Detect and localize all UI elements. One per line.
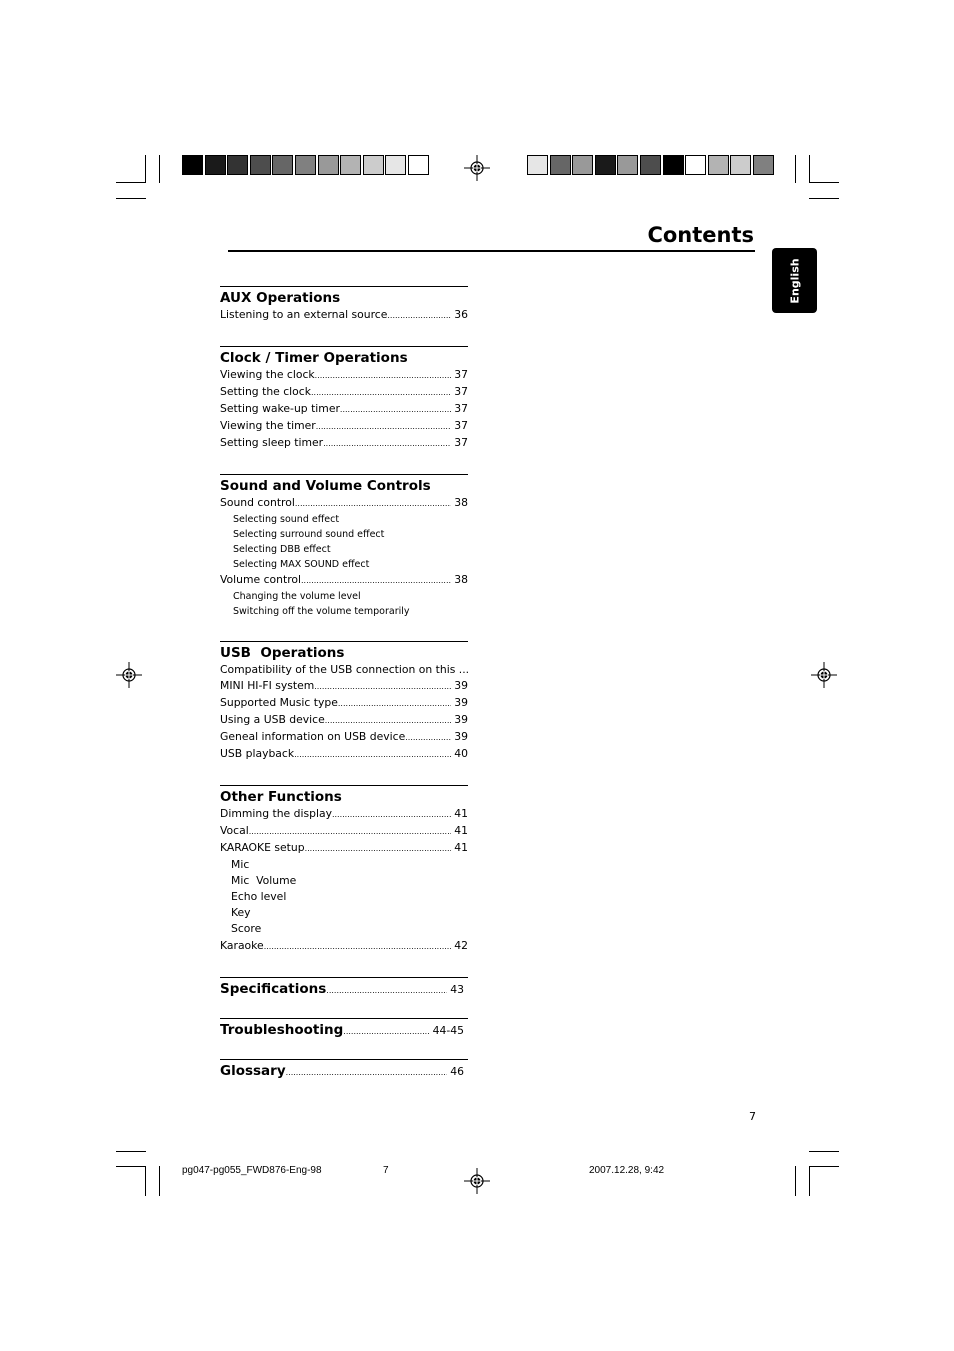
color-swatch	[385, 155, 406, 175]
crop-mark	[809, 155, 810, 183]
toc-entry: KARAOKE setup ..... 41	[220, 840, 468, 857]
toc-subentry: Changing the volume level	[233, 591, 361, 602]
toc-section-aux	[220, 286, 468, 324]
toc-entry: Sound control ..... 38	[220, 495, 468, 512]
toc-section-glossary	[220, 1059, 468, 1082]
registration-mark-icon	[464, 155, 490, 181]
toc-entry: Supported Music type ..... 39	[220, 695, 468, 712]
color-swatch	[205, 155, 226, 175]
toc-entry: Compatibility of the USB connection on this ...	[220, 663, 470, 676]
color-swatch	[295, 155, 316, 175]
toc-entry: Viewing the clock ..... 37	[220, 367, 468, 384]
crop-mark	[809, 1166, 839, 1167]
section-title: USB Operations	[220, 645, 345, 661]
toc-subentry: Selecting DBB effect	[233, 544, 331, 555]
toc-section-sound	[220, 474, 468, 619]
toc-entry: Setting sleep timer ..... 37	[220, 435, 468, 452]
language-tab-label: English	[788, 257, 801, 304]
registration-mark-icon	[464, 1168, 490, 1194]
crop-mark	[159, 1166, 160, 1196]
crop-mark	[116, 182, 146, 183]
registration-mark-icon	[811, 662, 837, 688]
crop-mark	[795, 1166, 796, 1196]
color-swatch	[640, 155, 661, 175]
color-swatch	[272, 155, 293, 175]
toc-section-troubleshooting	[220, 1018, 468, 1041]
toc-subentry: Switching off the volume temporarily	[233, 606, 410, 617]
toc-entry: MINI HI-FI system ..... 39	[220, 678, 468, 695]
color-swatch	[685, 155, 706, 175]
color-bar-left	[182, 155, 431, 175]
toc-entry: USB playback ..... 40	[220, 746, 468, 763]
toc-entry: Specifications ..... 43	[220, 980, 468, 1000]
footer-date: 2007.12.28, 9:42	[589, 1165, 665, 1176]
toc-entry: Setting the clock ..... 37	[220, 384, 468, 401]
language-tab	[772, 248, 817, 313]
title-rule	[228, 250, 755, 252]
toc-entry: Listening to an external source ..... 36	[220, 307, 468, 324]
toc-subentry: Selecting sound effect	[233, 514, 340, 525]
toc-subentry: Selecting MAX SOUND effect	[233, 559, 370, 570]
toc-entry: Geneal information on USB device ..... 39	[220, 729, 468, 746]
color-bar-right	[527, 155, 776, 175]
color-swatch	[363, 155, 384, 175]
section-title: Sound and Volume Controls	[220, 478, 431, 494]
crop-mark	[145, 155, 146, 183]
section-title: Other Functions	[220, 789, 342, 805]
toc-entry: Volume control ..... 38	[220, 572, 468, 589]
toc-section-clock	[220, 346, 468, 452]
crop-mark	[809, 182, 839, 183]
toc-entry: Karaoke ..... 42	[220, 938, 468, 955]
color-swatch	[753, 155, 774, 175]
toc-subentry: Score	[231, 922, 262, 935]
toc-section-specifications	[220, 977, 468, 1000]
color-swatch	[250, 155, 271, 175]
color-swatch	[595, 155, 616, 175]
toc-entry: Setting wake-up timer ..... 37	[220, 401, 468, 418]
footer-page: 7	[383, 1165, 389, 1176]
color-swatch	[617, 155, 638, 175]
crop-mark	[116, 1166, 146, 1167]
toc-subentry: Mic	[231, 858, 250, 871]
crop-mark	[145, 1166, 146, 1196]
table-of-contents	[220, 286, 468, 1104]
toc-entry: Viewing the timer ..... 37	[220, 418, 468, 435]
color-swatch	[550, 155, 571, 175]
crop-mark	[809, 1166, 810, 1196]
color-swatch	[572, 155, 593, 175]
toc-section-other	[220, 785, 468, 955]
toc-section-usb	[220, 641, 468, 763]
color-swatch	[227, 155, 248, 175]
color-swatch	[527, 155, 548, 175]
toc-subentry: Key	[231, 906, 251, 919]
registration-mark-icon	[116, 662, 142, 688]
crop-mark	[116, 198, 146, 199]
toc-subentry: Mic Volume	[231, 874, 297, 887]
crop-mark	[809, 198, 839, 199]
toc-entry: Vocal ..... 41	[220, 823, 468, 840]
color-swatch	[340, 155, 361, 175]
toc-entry: Glossary ..... 46	[220, 1062, 468, 1082]
crop-mark	[809, 1151, 839, 1152]
section-title: Clock / Timer Operations	[220, 350, 408, 366]
crop-mark	[795, 155, 796, 183]
toc-subentry: Selecting surround sound effect	[233, 529, 385, 540]
toc-entry: Using a USB device ..... 39	[220, 712, 468, 729]
color-swatch	[318, 155, 339, 175]
color-swatch	[182, 155, 203, 175]
crop-mark	[159, 155, 160, 183]
toc-entry: Dimming the display ..... 41	[220, 806, 468, 823]
page-number: 7	[749, 1110, 756, 1123]
color-swatch	[663, 155, 684, 175]
crop-mark	[116, 1151, 146, 1152]
footer-filename: pg047-pg055_FWD876-Eng-98	[182, 1165, 322, 1176]
color-swatch	[730, 155, 751, 175]
toc-entry: Troubleshooting ..... 44-45	[220, 1021, 468, 1041]
color-swatch	[708, 155, 729, 175]
color-swatch	[408, 155, 429, 175]
page-title: Contents	[647, 223, 754, 247]
section-title: AUX Operations	[220, 290, 341, 306]
toc-subentry: Echo level	[231, 890, 287, 903]
